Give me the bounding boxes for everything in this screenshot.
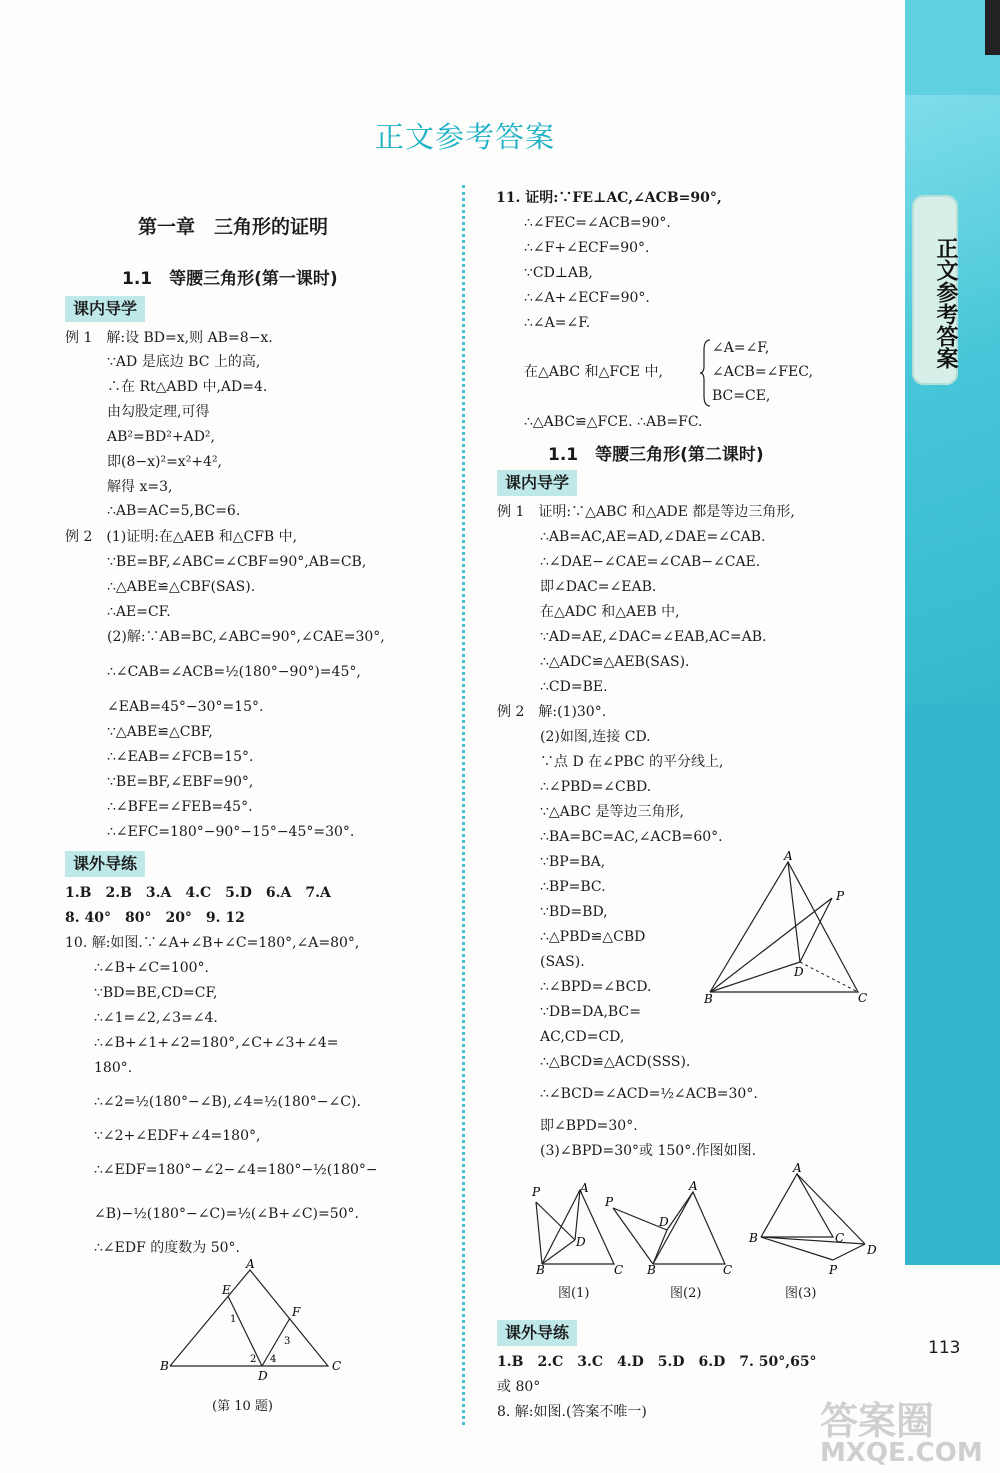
text-line: 即(8−x)²=x²+4²,: [107, 454, 223, 470]
text-line: ∴∠BCD=∠ACD=½∠ACB=30°.: [540, 1086, 758, 1102]
text-line: ∴∠PBD=∠CBD.: [540, 779, 652, 795]
text-line: AB²=BD²+AD²,: [107, 429, 215, 445]
svg-text:B: B: [704, 992, 713, 1005]
text-line: ∴∠B+∠1+∠2=180°,∠C+∠3+∠4=: [94, 1035, 339, 1051]
svg-text:A: A: [246, 1258, 255, 1271]
label-in-class: 课内导学: [497, 470, 577, 496]
text-line: ∴△PBD≌△CBD: [540, 929, 646, 945]
text-line: ∵AD=AE,∠DAC=∠EAB,AC=AB.: [540, 629, 767, 645]
text-line: ∴△BCD≌△ACD(SSS).: [540, 1054, 691, 1070]
text-line: (3)∠BPD=30°或 150°.作图如图.: [540, 1143, 757, 1159]
text-line: ∴在 Rt△ABD 中,AD=4.: [107, 379, 268, 395]
text-line: 即∠DAC=∠EAB.: [540, 579, 657, 595]
text-line: ∴∠BFE=∠FEB=45°.: [107, 799, 253, 815]
watermark-logo: 答案圈: [820, 1399, 935, 1443]
svg-text:D: D: [794, 965, 804, 979]
text-line: ∠A=∠F,: [712, 340, 770, 356]
figure-3: [745, 1162, 885, 1277]
watermark-url: MXQE.COM: [820, 1438, 983, 1468]
text-line: ∴∠EDF=180°−∠2−∠4=180°−½(180°−: [94, 1162, 378, 1178]
text-line: 例 2 (1)证明:在△AEB 和△CFB 中,: [65, 529, 298, 545]
svg-text:C: C: [723, 1263, 733, 1275]
text-line: 11. 证明:∵FE⊥AC,∠ACB=90°,: [496, 190, 722, 206]
text-line: BC=CE,: [712, 388, 771, 404]
figure-caption: 图(1): [558, 1286, 590, 1301]
text-line: ∵∠2+∠EDF+∠4=180°,: [94, 1128, 261, 1144]
text-line: ∴AE=CF.: [107, 604, 171, 620]
svg-text:P: P: [532, 1185, 541, 1199]
text-line: ∵AD 是底边 BC 上的高,: [107, 354, 261, 370]
text-line: ∴△ABE≌△CBF(SAS).: [107, 579, 256, 595]
text-line: ∵BE=BF,∠ABC=∠CBF=90°,AB=CB,: [107, 554, 367, 570]
svg-text:D: D: [576, 1235, 586, 1249]
svg-text:B: B: [160, 1359, 169, 1373]
svg-text:1: 1: [230, 1314, 237, 1325]
figure-caption: 图(2): [670, 1286, 702, 1301]
text-line: ∴△ADC≌△AEB(SAS).: [540, 654, 690, 670]
svg-text:B: B: [647, 1263, 656, 1275]
text-line: ∴AB=AC,AE=AD,∠DAE=∠CAB.: [540, 529, 766, 545]
text-line: ∴BP=BC.: [540, 879, 606, 895]
section-title-2: 1.1 等腰三角形(第二课时): [548, 445, 764, 465]
text-line: 例 2 解:(1)30°.: [497, 704, 607, 720]
text-line: ∴∠1=∠2,∠3=∠4.: [94, 1010, 218, 1026]
page-number: 113: [928, 1338, 961, 1358]
text-line: ∵CD⊥AB,: [524, 265, 593, 281]
text-line: ∵BD=BD,: [540, 904, 608, 920]
text-line: 即∠BPD=30°.: [540, 1118, 638, 1134]
column-divider: [462, 185, 465, 1425]
text-line: 例 1 证明:∵△ABC 和△ADE 都是等边三角形,: [497, 504, 795, 520]
svg-text:D: D: [867, 1243, 877, 1257]
svg-text:B: B: [536, 1263, 545, 1275]
section-title-1: 1.1 等腰三角形(第一课时): [122, 269, 338, 289]
svg-text:A: A: [689, 1180, 698, 1193]
svg-text:D: D: [258, 1369, 268, 1383]
text-line: ∵BE=BF,∠EBF=90°,: [107, 774, 254, 790]
svg-text:D: D: [659, 1215, 669, 1229]
text-line: ∴BA=BC=AC,∠ACB=60°.: [540, 829, 723, 845]
text-line: ∵BD=BE,CD=CF,: [94, 985, 218, 1001]
figure-2: [605, 1180, 735, 1275]
text-line: ∴∠BPD=∠BCD.: [540, 979, 652, 995]
text-line: 8. 解:如图.(答案不唯一): [497, 1404, 647, 1420]
text-line: ∵△ABE≌△CBF,: [107, 724, 213, 740]
label-in-class: 课内导学: [65, 296, 145, 322]
brace-icon: [700, 338, 712, 408]
side-strip-wave: [905, 95, 1000, 705]
svg-text:C: C: [614, 1263, 624, 1275]
text-line: ∵△ABC 是等边三角形,: [540, 804, 684, 820]
text-line: ∴△ABC≌△FCE. ∴AB=FC.: [524, 414, 703, 430]
svg-text:C: C: [835, 1231, 845, 1245]
text-line: ∴∠EAB=∠FCB=15°.: [107, 749, 254, 765]
svg-text:P: P: [829, 1263, 838, 1277]
svg-text:A: A: [784, 850, 793, 863]
svg-text:E: E: [222, 1283, 231, 1297]
text-line: 1.B 2.C 3.C 4.D 5.D 6.D 7. 50°,65°: [497, 1354, 817, 1370]
svg-text:P: P: [836, 889, 845, 903]
text-line: 解得 x=3,: [107, 479, 173, 495]
svg-text:2: 2: [250, 1354, 257, 1365]
svg-text:B: B: [749, 1231, 758, 1245]
text-line: (SAS).: [540, 954, 585, 970]
text-line: 1.B 2.B 3.A 4.C 5.D 6.A 7.A: [65, 885, 331, 901]
text-line: ∴∠2=½(180°−∠B),∠4=½(180°−∠C).: [94, 1094, 361, 1110]
text-line: ∴∠EFC=180°−90°−15°−45°=30°.: [107, 824, 355, 840]
text-line: 在△ABC 和△FCE 中,: [524, 364, 663, 380]
page-title: 正文参考答案: [374, 120, 555, 154]
text-line: 由勾股定理,可得: [107, 404, 210, 420]
text-line: ∴∠FEC=∠ACB=90°.: [524, 215, 671, 231]
text-line: 10. 解:如图.∵∠A+∠B+∠C=180°,∠A=80°,: [65, 935, 360, 951]
svg-text:C: C: [332, 1359, 342, 1373]
text-line: 例 1 解:设 BD=x,则 AB=8−x.: [65, 330, 273, 346]
chapter-title: 第一章 三角形的证明: [138, 216, 329, 238]
text-line: (2)解:∵AB=BC,∠ABC=90°,∠CAE=30°,: [107, 629, 385, 645]
svg-text:F: F: [292, 1305, 301, 1319]
label-after-class: 课外导练: [65, 851, 145, 877]
text-line: ∵DB=DA,BC=: [540, 1004, 641, 1020]
text-line: ∴∠EDF 的度数为 50°.: [94, 1240, 240, 1256]
side-strip-bar: [985, 0, 1000, 55]
svg-text:C: C: [858, 991, 868, 1005]
figure-example-2: [700, 850, 875, 1005]
figure-caption: 图(3): [785, 1286, 817, 1301]
text-line: ∠ACB=∠FEC,: [712, 364, 813, 380]
text-line: ∴∠F+∠ECF=90°.: [524, 240, 650, 256]
figure-problem-10: [150, 1258, 350, 1383]
svg-text:3: 3: [284, 1336, 291, 1347]
text-line: 180°.: [94, 1060, 133, 1076]
text-line: ∴∠B+∠C=100°.: [94, 960, 210, 976]
text-line: ∠EAB=45°−30°=15°.: [107, 699, 264, 715]
text-line: ∴∠DAE−∠CAE=∠CAB−∠CAE.: [540, 554, 761, 570]
text-line: ∴∠A=∠F.: [524, 315, 591, 331]
text-line: ∴∠A+∠ECF=90°.: [524, 290, 650, 306]
svg-text:A: A: [580, 1181, 589, 1195]
side-strip-low: [905, 705, 1000, 1265]
text-line: 8. 40° 80° 20° 9. 12: [65, 910, 245, 926]
side-tab-label: 正文参考答案: [912, 195, 958, 385]
text-line: ∠B)−½(180°−∠C)=½(∠B+∠C)=50°.: [94, 1206, 360, 1222]
text-line: AC,CD=CD,: [540, 1029, 625, 1045]
text-line: 或 80°: [497, 1379, 541, 1395]
text-line: 在△ADC 和△AEB 中,: [540, 604, 680, 620]
text-line: ∵BP=BA,: [540, 854, 606, 870]
label-after-class: 课外导练: [497, 1320, 577, 1346]
svg-text:A: A: [793, 1162, 802, 1175]
text-line: ∵点 D 在∠PBC 的平分线上,: [540, 754, 724, 770]
svg-text:4: 4: [270, 1354, 277, 1365]
text-line: ∴CD=BE.: [540, 679, 608, 695]
figure-caption: (第 10 题): [212, 1399, 273, 1414]
svg-text:P: P: [605, 1195, 614, 1209]
text-line: ∴∠CAB=∠ACB=½(180°−90°)=45°,: [107, 664, 361, 680]
text-line: ∴AB=AC=5,BC=6.: [107, 503, 241, 519]
text-line: (2)如图,连接 CD.: [540, 729, 651, 745]
